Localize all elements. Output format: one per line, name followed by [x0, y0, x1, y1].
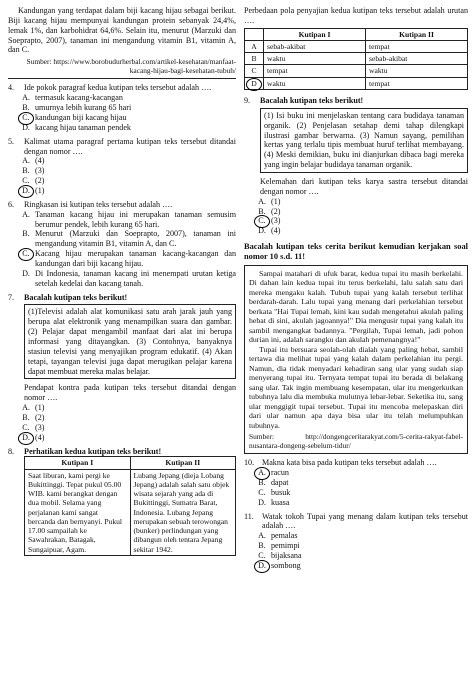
option-letter: C.	[256, 216, 268, 226]
left-column	[8, 6, 236, 556]
table-row[interactable]	[245, 53, 468, 65]
question-4	[8, 83, 236, 93]
question-title: Perhatikan kedua kutipan teks berikut!	[24, 446, 162, 456]
question-number: 11.	[244, 511, 254, 521]
answer-option[interactable]	[20, 249, 236, 269]
question-text: Kalimat utama paragraf pertama kutipan teks tersebut ditandai dengan nomor ….	[24, 136, 236, 156]
story-source: Sumber: http://dongengceritarakyat.com/5-cerita-rakyat-fabel-nusantara-dongeng-sebelum-tidur/	[249, 432, 463, 451]
question-text: Watak tokoh Tupai yang menang dalam kutipan teks tersebut adalah ….	[262, 511, 468, 531]
answer-option[interactable]	[20, 403, 236, 413]
option-text: pemimpi	[271, 541, 300, 551]
option-letter: D.	[22, 268, 30, 278]
option-text: (4)	[35, 432, 45, 442]
question-5	[8, 137, 236, 157]
answer-option[interactable]	[20, 113, 236, 123]
options-q7	[8, 403, 236, 442]
row-letter	[245, 53, 264, 65]
option-text: busuk	[271, 487, 291, 497]
answer-option[interactable]	[256, 561, 468, 571]
table-row[interactable]	[245, 77, 468, 89]
answer-option[interactable]	[20, 433, 236, 443]
answer-option[interactable]	[20, 123, 236, 133]
table-row[interactable]	[245, 40, 468, 52]
answer-option[interactable]	[256, 226, 468, 236]
intro-text: Kandungan yang terdapat dalam biji kacang hijau sebagai berikut. Biji kacang hijau mempunyai kandungan protein sebanyak 24,4%, lemak 1%, dan karbohidrat 64,6%. Selain itu, menurut (Marzuki dan Soeprapto, 2007), tanaman ini mengandung vitamin B1, vitamin A, dan C.	[8, 6, 236, 55]
option-text: kacang hijau tanaman pendek	[35, 122, 131, 132]
answer-option[interactable]	[256, 531, 468, 541]
answer-table	[244, 28, 468, 90]
question-text: Ringkasan isi kutipan teks tersebut adalah ….	[24, 199, 173, 209]
divider	[8, 78, 236, 79]
option-text: dapat	[271, 477, 289, 487]
option-letter: C.	[258, 550, 266, 560]
question-title: Bacalah kutipan teks berikut!	[260, 95, 364, 105]
answer-option[interactable]	[256, 478, 468, 488]
option-text: (3)	[35, 166, 45, 176]
table-cell: Saat liburan, kami pergi ke Bukittinggi. Tepat pukul 05.00 WIB. kami berangkat dengan dua mobil. Selama yang perjalanan kami sangat bercanda dan bernyanyi. Pukul 17.00 sampailah ke Sawahrakan, Batagak, Sungaipuar, Agam.	[25, 469, 131, 555]
question-7	[8, 293, 236, 404]
answer-option[interactable]	[256, 207, 468, 217]
option-letter: D	[248, 79, 260, 88]
answer-option[interactable]	[256, 551, 468, 561]
table-cell: waktu	[264, 77, 366, 89]
options-q11	[244, 531, 468, 570]
answer-option[interactable]	[256, 216, 468, 226]
intro-source: Sumber: https://www.borobudurherbal.com/artikel-kesehatan/manfaat-kacang-hijau-bagi-kesehatan-tubuh/	[26, 57, 236, 76]
options-q10	[244, 468, 468, 507]
option-letter: D.	[20, 186, 32, 196]
options-q9	[244, 197, 468, 236]
option-letter: C.	[22, 422, 30, 432]
option-letter: A.	[22, 156, 30, 166]
option-letter: A	[251, 41, 257, 51]
option-letter: A.	[256, 468, 268, 478]
option-text: (1)	[35, 403, 45, 413]
option-letter: D.	[256, 561, 268, 571]
table-header: Kutipan II	[130, 457, 236, 469]
option-text: (2)	[35, 176, 45, 186]
story-heading: Bacalah kutipan teks cerita berikut kemudian kerjakan soal nomor 10 s.d. 11!	[244, 242, 468, 262]
answer-option[interactable]	[20, 229, 236, 249]
option-letter: D.	[258, 497, 266, 507]
answer-option[interactable]	[256, 488, 468, 498]
option-letter: B.	[258, 477, 266, 487]
right-column	[244, 6, 468, 571]
question-number: 6.	[8, 199, 15, 209]
answer-option[interactable]	[20, 413, 236, 423]
row-letter	[245, 40, 264, 52]
question-text: Perbedaan pola penyajian kedua kutipan teks tersebut adalah urutan ….	[244, 6, 468, 25]
option-letter: A.	[22, 209, 30, 219]
answer-table-body	[245, 40, 468, 89]
question-10	[244, 458, 468, 468]
row-letter	[245, 77, 264, 89]
answer-option[interactable]	[20, 210, 236, 230]
table-header: Kutipan II	[366, 28, 468, 40]
option-text: (4)	[271, 226, 281, 236]
question-8	[8, 447, 236, 556]
option-letter: A.	[258, 531, 266, 541]
option-text: (4)	[35, 156, 45, 166]
answer-option[interactable]	[20, 156, 236, 166]
table-cell: Lubang Jepang (dieja Lobang Jepang) adalah salah satu objek wisata sejarah yang ada di Bukittinggi, Sumatra Barat, Indonesia. Lubang Jepang merupakan sebuah terowongan (bunker) perlindungan yang dibangun oleh tentara Jepang sekitar 1942.	[130, 469, 236, 555]
option-letter: C.	[20, 113, 32, 123]
answer-option[interactable]	[20, 176, 236, 186]
answer-option[interactable]	[20, 186, 236, 196]
question-6	[8, 200, 236, 210]
question-text: Makna kata bisa pada kutipan teks tersebut adalah ….	[262, 458, 437, 468]
option-text: (3)	[35, 422, 45, 432]
question-number: 4.	[8, 83, 15, 93]
options-q4	[8, 93, 236, 132]
answer-option[interactable]	[256, 197, 468, 207]
option-text: Menurut (Marzuki dan Soeprapto, 2007), tanaman ini mengandung vitamin B1, vitamin A, dan C.	[35, 229, 236, 249]
table-cell: tempat	[366, 77, 468, 89]
table-cell: sebab-akibat	[366, 53, 468, 65]
option-letter: B.	[22, 229, 30, 239]
row-letter	[245, 65, 264, 77]
option-text: (1)	[271, 196, 281, 206]
option-letter: D.	[258, 226, 266, 236]
answer-option[interactable]	[20, 269, 236, 289]
answer-option[interactable]	[20, 103, 236, 113]
option-text: racun	[271, 468, 289, 478]
story-box	[244, 265, 468, 455]
option-text: bijaksana	[271, 550, 302, 560]
answer-option[interactable]	[20, 93, 236, 103]
table-cell: sebab-akibat	[264, 40, 366, 52]
table-row[interactable]	[245, 65, 468, 77]
option-letter: D.	[22, 122, 30, 132]
text-excerpt-box: (1) Isi buku ini menjelaskan tentang cara budidaya tanaman organik. (2) Penjelasan setahap demi tahap dilengkapi ilustrasi gambar berwarna. (3) Namun sayang, pemilihan kertas yang terlalu tipis membuat huruf terlihat membayang. (4) Meski demikian, buku ini dianjurkan dibaca bagi mereka yang ingin belajar budidaya tanaman organik.	[260, 108, 468, 173]
options-q6	[8, 210, 236, 289]
option-text: kandungan biji kacang hijau	[35, 112, 127, 122]
option-letter: C.	[20, 249, 32, 259]
question-text: Pendapat kontra pada kutipan teks tersebut ditandai dengan nomor ….	[24, 383, 236, 403]
option-text: sombong	[271, 560, 301, 570]
option-text: (3)	[271, 216, 281, 226]
option-letter: B.	[22, 166, 30, 176]
question-text: Ide pokok paragraf kedua kutipan teks tersebut adalah ….	[24, 83, 212, 93]
option-text: Di Indonesia, tanaman kacang ini menempati urutan ketiga setelah kedelai dan kacang tanah.	[35, 268, 236, 288]
option-letter: D.	[20, 433, 32, 443]
option-letter: B.	[22, 413, 30, 422]
answer-option[interactable]	[256, 468, 468, 478]
question-number: 7.	[8, 292, 15, 302]
question-number: 9.	[244, 95, 251, 105]
answer-option[interactable]	[256, 498, 468, 508]
question-number: 5.	[8, 136, 15, 146]
question-number: 10.	[244, 458, 255, 468]
story-paragraph: Tupai itu bersuara seolah-olah dialah yang paling hebat, sambil tertawa dia melihat tupai yang kalah dalam perkelahian itu pergi. Namun, dia tidak menyadari kehadiran sang ular yang sudah siap menyerang tupai itu. Ternyata tempat tupai itu berada di belakang sang ular. Tak ingin membuang kesempatan, ular itu mengerkutkan tubuhnya lalu dia membuka mulutnya lebar-lebar. Seketika itu, sang ular menggigit tupai tersebut. Tupai itu mencoba melepaskan diri dari ular namun apa daya bisa ular itu telah melumpuhkan tubuhnya.	[249, 344, 463, 430]
table-header	[245, 28, 264, 40]
option-letter: B.	[258, 541, 266, 551]
option-text: (1)	[35, 185, 45, 195]
table-header: Kutipan I	[264, 28, 366, 40]
option-text: pemalas	[271, 531, 298, 541]
text-excerpt-box: (1)Televisi adalah alat komunikasi satu arah jarak jauh yang berupa alat elektronik yang menampilkan suara dan gambar. (2) Pelajar dapat mengambil manfaat dari alat ini berupa informasi yang ditayangkan. (3) Contohnya, banyaknya stasiun televisi yang menyajikan program edukatif. (4) Akan tetapi, tayangan televisi juga dapat merugikan pelajar karena dapat membuat mereka malas belajar.	[24, 304, 236, 379]
option-letter: B.	[22, 103, 30, 113]
option-letter: A.	[22, 93, 30, 103]
option-text: termasuk kacang-kacangan	[35, 93, 123, 103]
answer-option[interactable]	[20, 166, 236, 176]
option-letter: B	[251, 54, 257, 64]
excerpt-table	[24, 456, 236, 556]
table-cell: waktu	[264, 53, 366, 65]
option-text: umurnya lebih kurang 65 hari	[35, 103, 132, 113]
question-11	[244, 512, 468, 532]
option-text: kuasa	[271, 497, 290, 507]
answer-option[interactable]	[256, 541, 468, 551]
option-letter: C.	[22, 176, 30, 186]
options-q5	[8, 156, 236, 195]
option-letter: C.	[258, 487, 266, 497]
option-text: (2)	[35, 413, 45, 422]
question-number: 8.	[8, 446, 15, 456]
option-text: Tanaman kacang hijau ini merupakan tanaman semusim berumur pendek, lebih kurang 65 hari.	[35, 209, 236, 229]
table-header: Kutipan I	[25, 457, 131, 469]
option-letter: A.	[258, 196, 266, 206]
option-letter: A.	[22, 403, 30, 413]
option-text: (2)	[271, 206, 281, 216]
answer-option[interactable]	[20, 423, 236, 433]
table-cell: tempat	[366, 40, 468, 52]
question-text: Kelemahan dari kutipan teks karya sastra tersebut ditandai dengan nomor ….	[260, 176, 468, 196]
table-cell: waktu	[366, 65, 468, 77]
question-9	[244, 96, 468, 197]
option-letter: C	[251, 66, 257, 76]
table-cell: tempat	[264, 65, 366, 77]
question-title: Bacalah kutipan teks berikut!	[24, 292, 128, 302]
story-paragraph: Sampai matahari di ufuk barat, kedua tupai itu masih berkelahi. Di dahan lain kedua tupai itu terus berkelahi, lalu salah satu dari mereka mengaku kalah. Tubuh tupai yang kalah tersebut terlihat berdarah-darah. Lalu tupai yang menang dari perkelahian tersebut berkata "Hai Tupai lemah, kini kau sudah mengetahui akulah paling hebat di sini, akulah jagoannya!" Dia mengusir tupai yang kalah itu sambil mengangkat badannya. "Pergilah, Tupai lemah, jadi pohon durian ini, adalah sarangku dan akulah pemenangnya!"	[249, 268, 463, 345]
option-letter: B.	[258, 206, 266, 216]
option-text: Kacang hijau merupakan tanaman kacang-kacangan dan kandungan dari biji kacang hijau.	[35, 249, 236, 268]
